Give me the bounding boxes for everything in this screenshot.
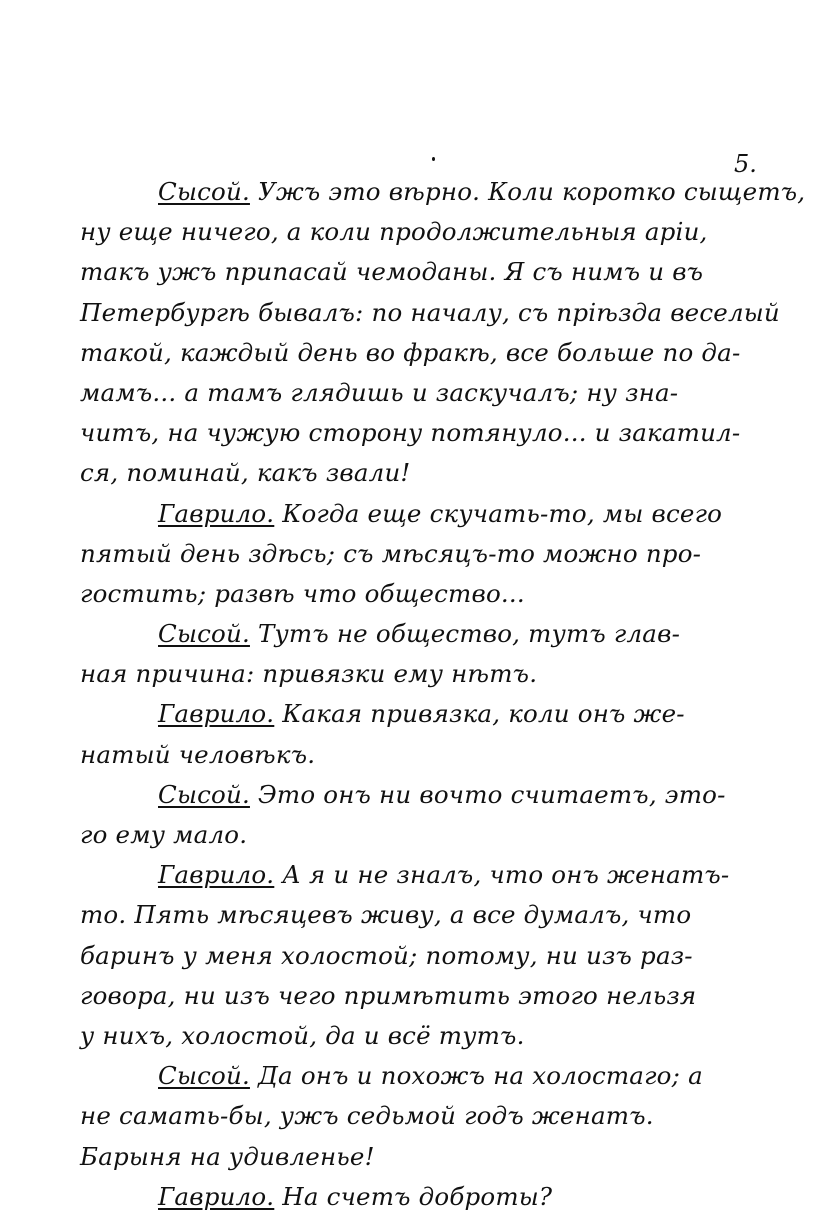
speaker-name: Гаврило. xyxy=(158,860,275,890)
speaker-name: Сысой. xyxy=(158,619,250,649)
line-text: На счетъ доброты? xyxy=(274,1181,553,1211)
manuscript-text xyxy=(80,172,806,1217)
line-text: Да онъ и похожъ на холостаго; а xyxy=(249,1061,703,1091)
line-text: читъ, на чужую сторону потянуло... и закатил- xyxy=(80,418,741,448)
line-text: Тутъ не общество, тутъ глав- xyxy=(249,619,681,649)
line-text: говора, ни изъ чего примѣтить этого нельзя xyxy=(80,980,697,1010)
line-text: го ему мало. xyxy=(80,820,248,849)
manuscript-line xyxy=(80,413,760,453)
line-text: пятый день здѣсь; съ мѣсяцъ-то можно про- xyxy=(80,538,702,568)
line-text: ся, поминай, какъ звали! xyxy=(80,458,411,488)
line-text: не самать-бы, ужъ седьмой годъ женатъ. xyxy=(80,1101,654,1131)
line-text: Барыня на удивленье! xyxy=(80,1141,375,1171)
ink-dot xyxy=(432,157,435,161)
speaker-name: Сысой. xyxy=(158,177,250,206)
manuscript-line xyxy=(80,172,806,212)
manuscript-line xyxy=(80,293,780,333)
line-text: А я и не зналъ, что онъ женатъ- xyxy=(274,860,730,890)
line-text: то. Пять мѣсяцевъ живу, а все думалъ, что xyxy=(80,900,692,930)
line-text: ная причина: привязки ему нѣтъ. xyxy=(80,659,538,689)
manuscript-line xyxy=(80,1177,760,1217)
manuscript-line xyxy=(80,212,760,252)
manuscript-line xyxy=(80,453,760,493)
line-text: баринъ у меня холостой; потому, ни изъ раз- xyxy=(80,940,693,970)
line-text: Это онъ ни вочто считаетъ, это- xyxy=(249,779,726,809)
line-text: Когда еще скучать-то, мы всего xyxy=(274,498,723,528)
manuscript-line xyxy=(80,494,760,534)
line-text: Петербургѣ бывалъ: по началу, съ пріѣзда веселый xyxy=(80,297,780,327)
line-text: Ужъ это вѣрно. Коли коротко сыщетъ, xyxy=(249,177,806,206)
line-text: натый человѣкъ. xyxy=(80,739,316,769)
line-text: Какая привязка, коли онъ же- xyxy=(274,699,685,729)
manuscript-line xyxy=(80,694,760,734)
manuscript-line xyxy=(80,1137,760,1177)
manuscript-line xyxy=(80,654,760,694)
manuscript-line xyxy=(80,614,760,654)
manuscript-line xyxy=(80,855,760,895)
line-text: такъ ужъ припасай чемоданы. Я съ нимъ и въ xyxy=(80,257,704,287)
manuscript-line xyxy=(80,252,760,292)
line-text: мамъ... а тамъ глядишь и заскучалъ; ну зна- xyxy=(80,377,679,407)
manuscript-line xyxy=(80,333,760,373)
manuscript-line xyxy=(80,976,760,1016)
manuscript-line xyxy=(80,815,760,855)
speaker-name: Гаврило. xyxy=(158,498,275,528)
manuscript-line xyxy=(80,1016,760,1056)
speaker-name: Сысой. xyxy=(158,779,250,809)
manuscript-line xyxy=(80,936,760,976)
manuscript-line xyxy=(80,735,760,775)
manuscript-line xyxy=(80,775,760,815)
speaker-name: Гаврило. xyxy=(158,699,275,729)
line-text: ну еще ничего, а коли продолжительныя аріи, xyxy=(80,217,708,247)
speaker-name: Гаврило. xyxy=(158,1181,275,1211)
line-text: такой, каждый день во фракѣ, все больше по да- xyxy=(80,337,741,367)
manuscript-line xyxy=(80,895,760,935)
speaker-name: Сысой. xyxy=(158,1061,250,1091)
manuscript-line xyxy=(80,373,760,413)
line-text: у нихъ, холостой, да и всё тутъ. xyxy=(80,1020,525,1050)
manuscript-line xyxy=(80,534,760,574)
manuscript-line xyxy=(80,1056,760,1096)
line-text: гостить; развѣ что общество... xyxy=(80,578,525,608)
manuscript-line xyxy=(80,1096,760,1136)
page-number: 5. xyxy=(734,150,757,178)
manuscript-line xyxy=(80,574,760,614)
